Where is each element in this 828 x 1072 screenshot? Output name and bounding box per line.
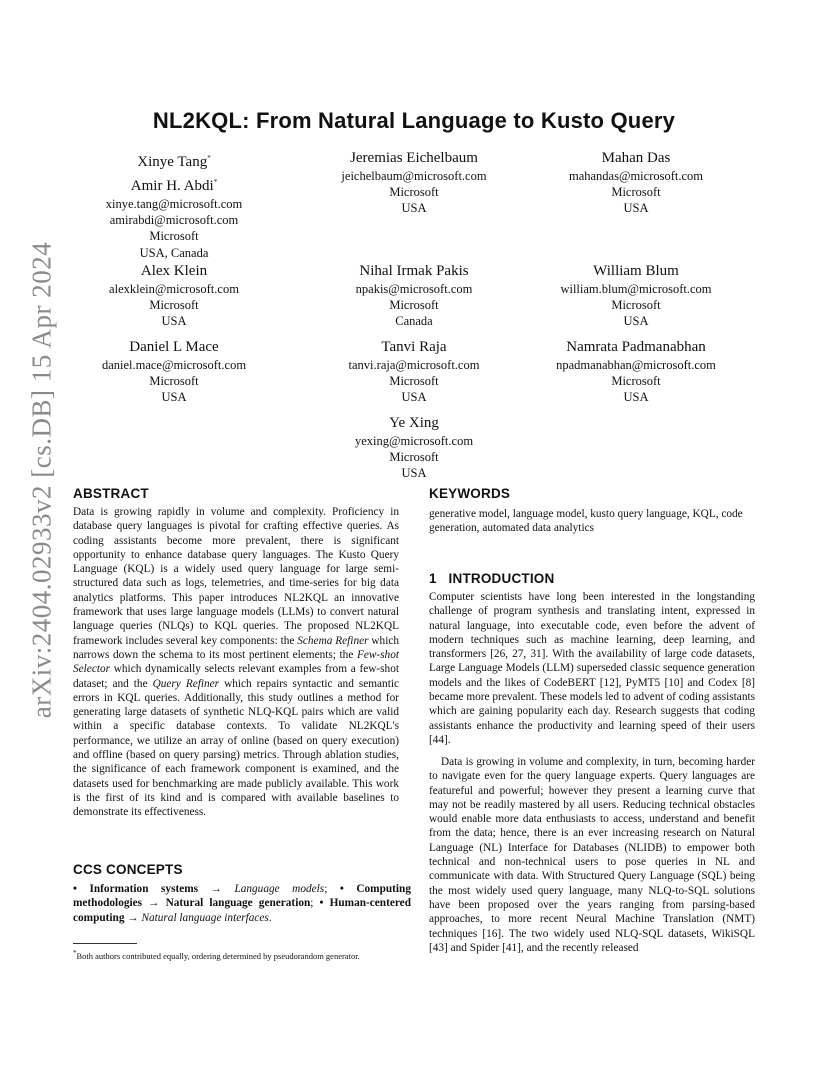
author-block-mace [54, 337, 294, 406]
author-location: Canada [395, 314, 433, 329]
author-email: yexing@microsoft.com [354, 434, 474, 448]
author-email: jeichelbaum@microsoft.com [341, 169, 487, 183]
author-affiliation: Microsoft [389, 298, 439, 313]
author-email: william.blum@microsoft.com [560, 282, 712, 296]
author-block-das [516, 148, 756, 217]
author-name: Jeremias Eichelbaum [350, 150, 478, 166]
ccs-heading: CCS CONCEPTS [73, 862, 183, 877]
author-email: xinye.tang@microsoft.com [105, 197, 243, 211]
author-affiliation: Microsoft [149, 298, 199, 313]
author-email: amirabdi@microsoft.com [109, 213, 239, 228]
abstract-heading: ABSTRACT [73, 486, 149, 501]
author-affiliation: Microsoft [149, 374, 199, 389]
arxiv-identifier: arXiv:2404.02933v2 [cs.DB] 15 Apr 2024 [26, 241, 57, 719]
keywords-heading: KEYWORDS [429, 486, 511, 501]
author-location: USA [623, 201, 649, 216]
author-location: USA [623, 314, 649, 329]
author-name: Namrata Padmanabhan [566, 339, 706, 355]
introduction-heading: 1 INTRODUCTION [429, 571, 555, 586]
author-block-klein [54, 261, 294, 330]
author-name: Tanvi Raja [381, 339, 447, 355]
author-block-raja [294, 337, 534, 406]
author-location: USA [161, 390, 187, 405]
author-name: Mahan Das [601, 150, 671, 166]
author-name: Alex Klein [140, 263, 208, 279]
author-name: Xinye Tang* [137, 154, 211, 170]
author-block-blum [516, 261, 756, 330]
author-location: USA [623, 390, 649, 405]
author-email: tanvi.raja@microsoft.com [348, 358, 480, 372]
ccs-concepts-text: • Information systems → Language models; • Computing methodologies → Natural language generation; • Human-centered computing → Natural language interfaces. [73, 883, 411, 924]
introduction-paragraph-2: Data is growing in volume and complexity, in turn, becoming harder to navigate even for the query language experts. Query languages are featureful and powerful; however they present a learning curve that may not be readily mastered by all users. Reducing technical obstacles would enable more data enthusiasts to access, understand and benefit from the data; hence, there is an ever increasing research on Natural Language (NL) Interface for Databases (NLIDB) to empower both technical and non-technical users to pose queries in NL and communicate with data. With Structured Query Language (SQL) being the most widely used query language, many NLQ-to-SQL solutions have been proposed over the years ranging from parsing-based approaches, to more recent Neural Machine Translation (NMT) techniques [16]. The two widely used NLQ-SQL datasets, WikiSQL [43] and Spider [41], and the recently released [429, 756, 755, 954]
author-affiliation: Microsoft [389, 450, 439, 465]
author-email: daniel.mace@microsoft.com [101, 358, 247, 372]
keywords-text: generative model, language model, kusto query language, KQL, code generation, automated data analytics [429, 508, 743, 535]
author-name: Amir H. Abdi* [130, 178, 218, 194]
author-location: USA [401, 390, 427, 405]
footnote-rule [73, 943, 137, 944]
author-name: Ye Xing [389, 415, 439, 431]
author-name: William Blum [593, 263, 679, 279]
author-location: USA [401, 201, 427, 216]
author-block-padmanabhan [516, 337, 756, 406]
author-block-xing [294, 413, 534, 482]
author-email: npadmanabhan@microsoft.com [556, 358, 716, 372]
introduction-paragraph-1: Computer scientists have long been interested in the longstanding challenge of program synthesis and translating intent, expressed in natural language, into executable code, even before the advent of modern techniques such as machine learning, deep learning, and transformers [26, 27, 31]. With the availability of large code datasets, Large Language Models (LLM) superseded classic sequence generation models and the likes of CodeBERT [12], PyMT5 [10] and Codex [8] became more prevalent. These models led to advent of coding assistants which are gaining popularity each day. Research suggests that coding assistants enhance the productivity and learning speed of their users [44]. [429, 591, 755, 746]
author-location: USA [161, 314, 187, 329]
author-affiliation: Microsoft [611, 298, 661, 313]
author-affiliation: Microsoft [611, 374, 661, 389]
author-email: mahandas@microsoft.com [568, 169, 704, 183]
author-name: Daniel L Mace [129, 339, 219, 355]
author-affiliation: Microsoft [389, 374, 439, 389]
author-email: alexklein@microsoft.com [109, 282, 239, 296]
paper-title: NL2KQL: From Natural Language to Kusto Query [152, 108, 676, 133]
author-email: npakis@microsoft.com [355, 282, 473, 296]
author-location: USA [401, 466, 427, 481]
author-affiliation: Microsoft [389, 185, 439, 200]
author-block-eichelbaum [294, 148, 534, 217]
footnote: *Both authors contributed equally, ordering determined by pseudorandom generator. [73, 949, 360, 961]
author-block-tang-abdi [54, 148, 294, 261]
abstract-text: Data is growing rapidly in volume and complexity. Proficiency in database query languages is pivotal for crafting effective queries. As coding assistants become more prevalent, there is significant opportunity to enhance database query languages. The Kusto Query Language (KQL) is a widely used query language for large semi-structured data such as logs, telemetries, and time-series for big data analytics platforms. This paper introduces NL2KQL an innovative framework that uses large language models (LLMs) to convert natural language queries (NLQs) to KQL queries. The proposed NL2KQL framework includes several key components: the Schema Refiner which narrows down the schema to its most pertinent elements; the Few-shot Selector which dynamically selects relevant examples from a few-shot dataset; and the Query Refiner which repairs syntactic and semantic errors in KQL queries. Additionally, this study outlines a method for generating large datasets of synthetic NLQ-KQL pairs which are valid within a specific database contexts. To validate NL2KQL's performance, we utilize an array of online (based on query execution) and offline (based on query parsing) metrics. Through ablation studies, the significance of each framework component is examined, and the datasets used for benchmarking are made publicly available. This work is the first of its kind and is compared with available baselines to demonstrate its effectiveness. [73, 506, 399, 819]
author-block-pakis [294, 261, 534, 330]
author-affiliation: Microsoft [611, 185, 661, 200]
author-name: Nihal Irmak Pakis [359, 263, 469, 279]
author-location: USA, Canada [139, 245, 209, 260]
author-affiliation: Microsoft [149, 229, 199, 244]
